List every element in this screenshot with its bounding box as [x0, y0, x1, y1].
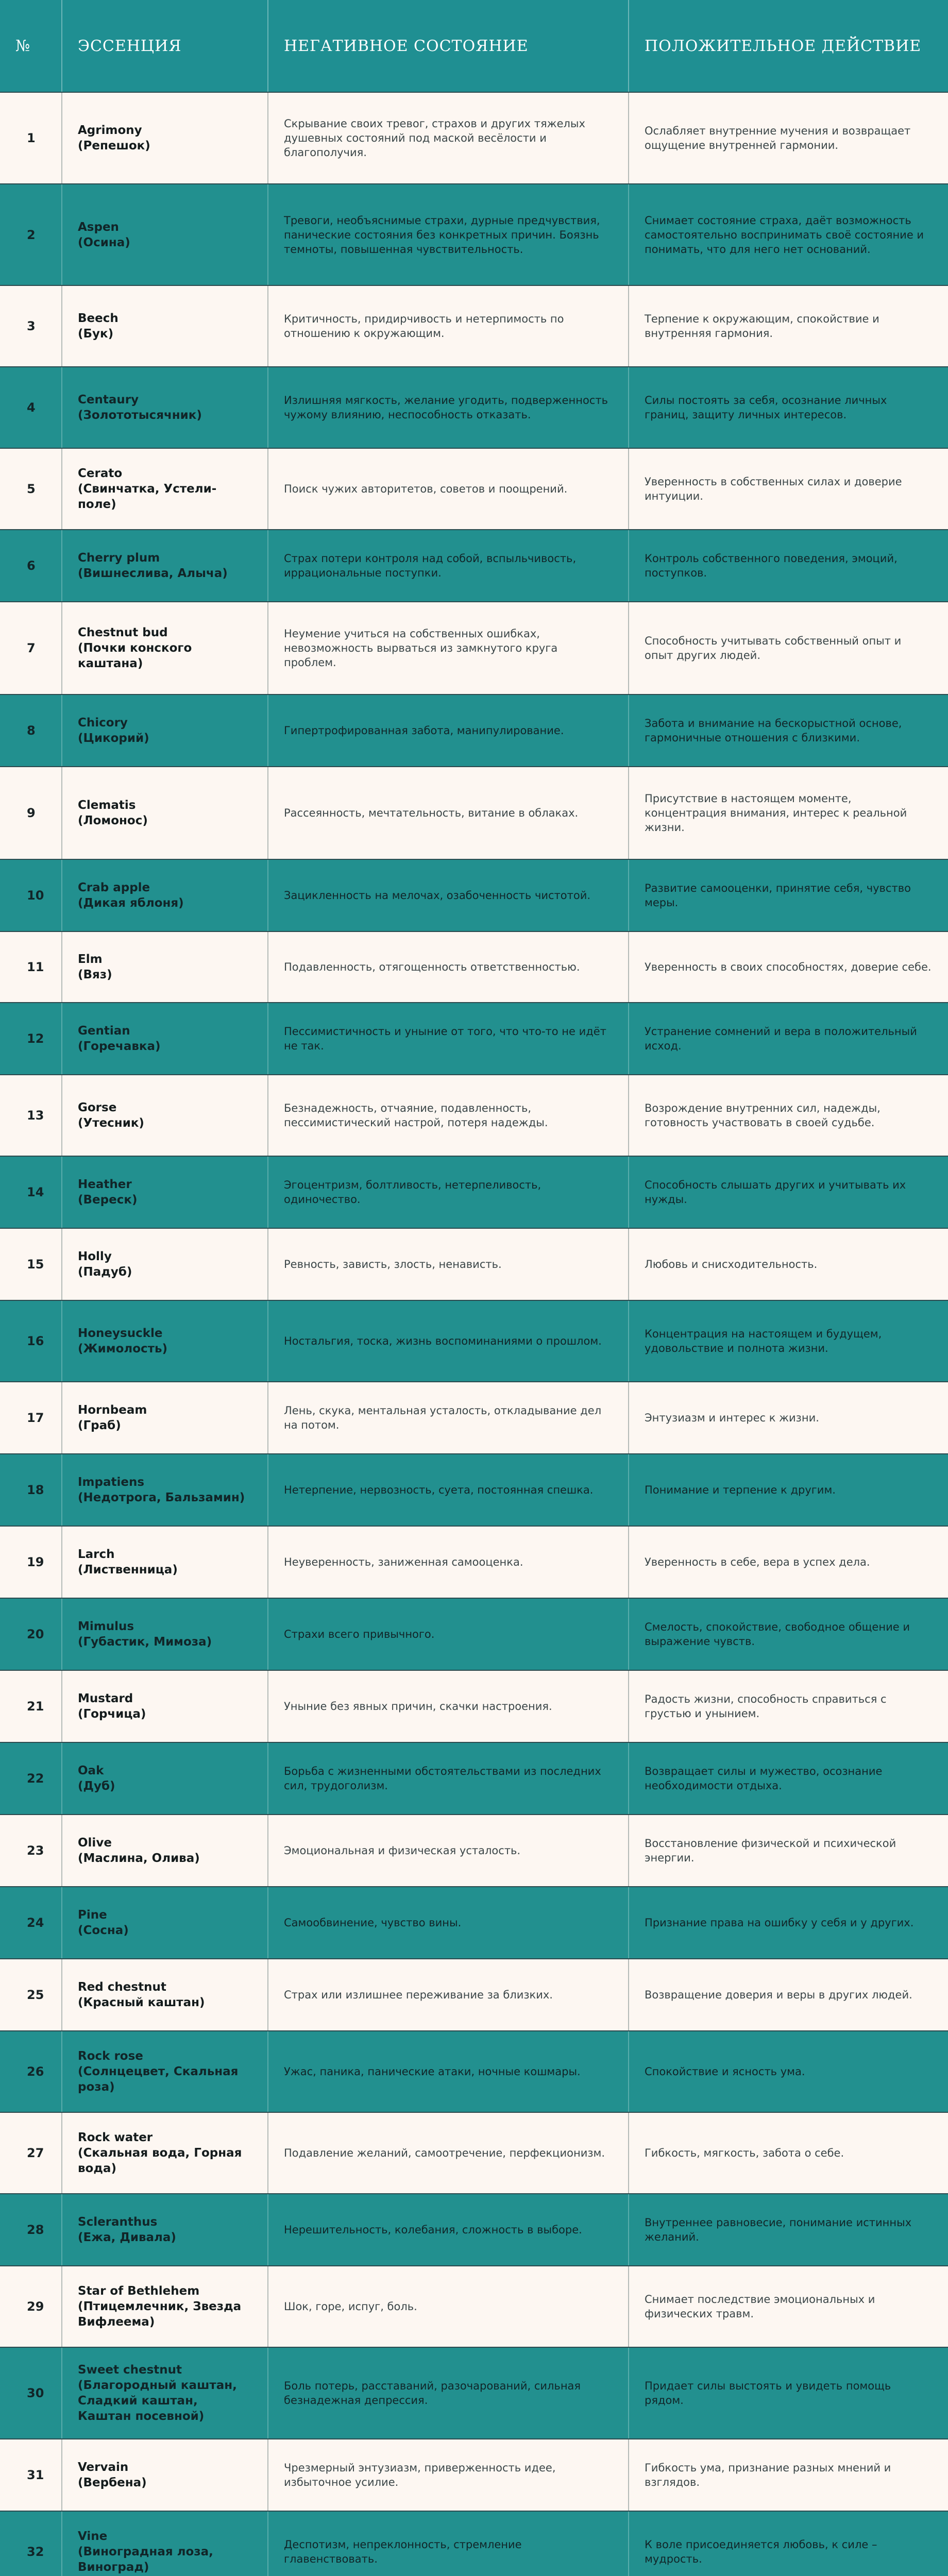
- essence-name-ru: (Красный каштан): [78, 1996, 205, 2009]
- positive-action-cell: Присутствие в настоящем моменте, концентрация внимания, интерес к реальной жизни.: [629, 767, 948, 859]
- table-header-row: [0, 0, 948, 92]
- positive-action-cell: Контроль собственного поведения, эмоций, поступков.: [629, 530, 948, 602]
- row-number: 29: [0, 2266, 62, 2347]
- row-number: 12: [0, 1003, 62, 1075]
- essence-name-en: Sweet chestnut: [78, 2363, 182, 2377]
- negative-state-cell: Страхи всего привычного.: [268, 1598, 629, 1670]
- essence-name-cell: [62, 367, 268, 448]
- essence-name-cell: [62, 2439, 268, 2511]
- negative-state-cell: Деспотизм, непреклонность, стремление главенствовать.: [268, 2511, 629, 2576]
- negative-state-cell: Тревоги, необъяснимые страхи, дурные предчувствия, панические состояния без конкретных причин. Боязнь темноты, повышенная чувствительность.: [268, 184, 629, 285]
- essence-name-cell: [62, 448, 268, 530]
- row-number: 1: [0, 92, 62, 184]
- table-row: [0, 1959, 948, 2031]
- essence-name-cell: [62, 92, 268, 184]
- positive-action-cell: Снимает состояние страха, даёт возможность самостоятельно воспринимать своё состояние и понимать, что для него нет оснований.: [629, 184, 948, 285]
- positive-action-cell: Гибкость ума, признание разных мнений и взглядов.: [629, 2439, 948, 2511]
- essence-name-cell: [62, 1228, 268, 1300]
- essence-name-cell: [62, 1670, 268, 1742]
- positive-action-cell: Признание права на ошибку у себя и у других.: [629, 1887, 948, 1959]
- essence-name-ru: (Горчица): [78, 1707, 146, 1721]
- row-number: 9: [0, 767, 62, 859]
- negative-state-cell: Подавление желаний, самоотречение, перфекционизм.: [268, 2112, 629, 2194]
- row-number: 20: [0, 1598, 62, 1670]
- essence-name-cell: [62, 2347, 268, 2439]
- row-number: 13: [0, 1075, 62, 1156]
- essence-name-en: Heather: [78, 1178, 132, 1191]
- essence-name-cell: [62, 1598, 268, 1670]
- essence-name-en: Rock water: [78, 2131, 153, 2144]
- table-row: [0, 2439, 948, 2511]
- table-row: [0, 1598, 948, 1670]
- positive-action-cell: Терпение к окружающим, спокойствие и внутренняя гармония.: [629, 285, 948, 367]
- row-number: 5: [0, 448, 62, 530]
- essence-name-ru: (Падуб): [78, 1265, 132, 1279]
- row-number: 7: [0, 602, 62, 694]
- table-row: [0, 2194, 948, 2266]
- negative-state-cell: Критичность, придирчивость и нетерпимость по отношению к окружающим.: [268, 285, 629, 367]
- essence-name-en: Mimulus: [78, 1620, 134, 1633]
- essence-name-ru: (Вереск): [78, 1193, 138, 1207]
- negative-state-cell: Нетерпение, нервозность, суета, постоянная спешка.: [268, 1454, 629, 1526]
- essence-name-cell: [62, 1003, 268, 1075]
- table-row: [0, 931, 948, 1003]
- negative-state-cell: Страх или излишнее переживание за близких.: [268, 1959, 629, 2031]
- essence-name-ru: (Птицемлечник, Звезда Вифлеема): [78, 2300, 242, 2329]
- essence-name-en: Mustard: [78, 1692, 133, 1705]
- negative-state-cell: Ужас, паника, панические атаки, ночные кошмары.: [268, 2031, 629, 2112]
- table-row: [0, 1382, 948, 1454]
- negative-state-cell: Ревность, зависть, злость, ненависть.: [268, 1228, 629, 1300]
- header-num: №: [0, 0, 62, 92]
- essence-name-cell: [62, 694, 268, 767]
- negative-state-cell: Неуверенность, заниженная самооценка.: [268, 1526, 629, 1598]
- essence-name-cell: [62, 1742, 268, 1815]
- essence-name-cell: [62, 1526, 268, 1598]
- negative-state-cell: Эмоциональная и физическая усталость.: [268, 1815, 629, 1887]
- essence-name-ru: (Недотрога, Бальзамин): [78, 1491, 245, 1504]
- essence-name-ru: (Свинчатка, Устели-поле): [78, 482, 217, 511]
- essence-name-ru: (Вишнеслива, Алыча): [78, 567, 228, 580]
- table-row: [0, 767, 948, 859]
- negative-state-cell: Борьба с жизненными обстоятельствами из последних сил, трудоголизм.: [268, 1742, 629, 1815]
- row-number: 32: [0, 2511, 62, 2576]
- essence-name-cell: [62, 1075, 268, 1156]
- essence-name-en: Gorse: [78, 1101, 117, 1114]
- table-row: [0, 367, 948, 448]
- essence-name-cell: [62, 1300, 268, 1382]
- table-row: [0, 530, 948, 602]
- positive-action-cell: Уверенность в своих способностях, доверие себе.: [629, 931, 948, 1003]
- essence-name-en: Aspen: [78, 220, 119, 234]
- essence-name-cell: [62, 1454, 268, 1526]
- table-row: [0, 602, 948, 694]
- essence-name-en: Cerato: [78, 467, 123, 480]
- essence-name-en: Impatiens: [78, 1476, 145, 1489]
- essence-name-en: Scleranthus: [78, 2215, 158, 2229]
- row-number: 22: [0, 1742, 62, 1815]
- table-row: [0, 1815, 948, 1887]
- row-number: 26: [0, 2031, 62, 2112]
- essence-name-en: Chestnut bud: [78, 626, 168, 639]
- table-row: [0, 2112, 948, 2194]
- negative-state-cell: Страх потери контроля над собой, вспыльчивость, иррациональные поступки.: [268, 530, 629, 602]
- positive-action-cell: Способность слышать других и учитывать их нужды.: [629, 1156, 948, 1228]
- positive-action-cell: Энтузиазм и интерес к жизни.: [629, 1382, 948, 1454]
- essence-name-en: Cherry plum: [78, 551, 160, 565]
- essence-name-cell: [62, 2266, 268, 2347]
- row-number: 24: [0, 1887, 62, 1959]
- row-number: 15: [0, 1228, 62, 1300]
- table-row: [0, 1454, 948, 1526]
- row-number: 23: [0, 1815, 62, 1887]
- row-number: 30: [0, 2347, 62, 2439]
- essence-name-en: Beech: [78, 312, 118, 325]
- table-row: [0, 1003, 948, 1075]
- positive-action-cell: Уверенность в собственных силах и доверие интуиции.: [629, 448, 948, 530]
- row-number: 3: [0, 285, 62, 367]
- essence-name-en: Pine: [78, 1908, 107, 1922]
- essence-name-ru: (Утесник): [78, 1116, 144, 1130]
- essence-name-cell: [62, 931, 268, 1003]
- essence-name-cell: [62, 1887, 268, 1959]
- negative-state-cell: Шок, горе, испуг, боль.: [268, 2266, 629, 2347]
- positive-action-cell: Понимание и терпение к другим.: [629, 1454, 948, 1526]
- positive-action-cell: Снимает последствие эмоциональных и физических травм.: [629, 2266, 948, 2347]
- row-number: 16: [0, 1300, 62, 1382]
- row-number: 11: [0, 931, 62, 1003]
- essence-name-ru: (Ежа, Дивала): [78, 2231, 176, 2244]
- essence-name-cell: [62, 859, 268, 931]
- essence-name-cell: [62, 2112, 268, 2194]
- negative-state-cell: Уныние без явных причин, скачки настроения.: [268, 1670, 629, 1742]
- essence-name-ru: (Золототысячник): [78, 409, 202, 422]
- row-number: 31: [0, 2439, 62, 2511]
- essence-name-ru: (Жимолость): [78, 1342, 168, 1355]
- table-row: [0, 1156, 948, 1228]
- essence-name-ru: (Репешок): [78, 139, 150, 152]
- row-number: 25: [0, 1959, 62, 2031]
- essence-name-ru: (Горечавка): [78, 1040, 161, 1053]
- positive-action-cell: Возвращает силы и мужество, осознание необходимости отдыха.: [629, 1742, 948, 1815]
- essence-name-cell: [62, 1815, 268, 1887]
- essence-name-ru: (Скальная вода, Горная вода): [78, 2146, 242, 2175]
- row-number: 14: [0, 1156, 62, 1228]
- essence-name-ru: (Ломонос): [78, 814, 148, 827]
- positive-action-cell: К воле присоединяется любовь, к силе – мудрость.: [629, 2511, 948, 2576]
- table-row: [0, 2031, 948, 2112]
- positive-action-cell: Внутреннее равновесие, понимание истинных желаний.: [629, 2194, 948, 2266]
- essence-name-ru: (Дуб): [78, 1780, 115, 1793]
- essence-name-en: Olive: [78, 1836, 112, 1850]
- positive-action-cell: Ослабляет внутренние мучения и возвращает ощущение внутренней гармонии.: [629, 92, 948, 184]
- table-row: [0, 2347, 948, 2439]
- negative-state-cell: Безнадежность, отчаяние, подавленность, пессимистический настрой, потеря надежды.: [268, 1075, 629, 1156]
- essence-name-cell: [62, 2194, 268, 2266]
- row-number: 28: [0, 2194, 62, 2266]
- positive-action-cell: Забота и внимание на бескорыстной основе, гармоничные отношения с близкими.: [629, 694, 948, 767]
- negative-state-cell: Боль потерь, расставаний, разочарований, сильная безнадежная депрессия.: [268, 2347, 629, 2439]
- essence-name-ru: (Лиственница): [78, 1563, 178, 1577]
- positive-action-cell: Смелость, спокойствие, свободное общение и выражение чувств.: [629, 1598, 948, 1670]
- table-row: [0, 2511, 948, 2576]
- table-row: [0, 448, 948, 530]
- essence-name-en: Centaury: [78, 393, 139, 406]
- essence-name-en: Vervain: [78, 2461, 129, 2474]
- essence-name-en: Clematis: [78, 799, 136, 812]
- essence-name-ru: (Бук): [78, 327, 114, 341]
- positive-action-cell: Уверенность в себе, вера в успех дела.: [629, 1526, 948, 1598]
- negative-state-cell: Неумение учиться на собственных ошибках, невозможность вырваться из замкнутого круга проблем.: [268, 602, 629, 694]
- table-row: [0, 2266, 948, 2347]
- essence-name-ru: (Граб): [78, 1419, 121, 1432]
- table-row: [0, 1670, 948, 1742]
- positive-action-cell: Развитие самооценки, принятие себя, чувство меры.: [629, 859, 948, 931]
- positive-action-cell: Спокойствие и ясность ума.: [629, 2031, 948, 2112]
- positive-action-cell: Восстановление физической и психической энергии.: [629, 1815, 948, 1887]
- negative-state-cell: Чрезмерный энтузиазм, приверженность идее, избыточное усилие.: [268, 2439, 629, 2511]
- table-row: [0, 1300, 948, 1382]
- table-row: [0, 1526, 948, 1598]
- essence-name-cell: [62, 2031, 268, 2112]
- table-row: [0, 92, 948, 184]
- row-number: 2: [0, 184, 62, 285]
- positive-action-cell: Устранение сомнений и вера в положительный исход.: [629, 1003, 948, 1075]
- essence-name-ru: (Солнцецвет, Скальная роза): [78, 2065, 239, 2094]
- essence-name-ru: (Вяз): [78, 968, 112, 981]
- essence-name-en: Hornbeam: [78, 1403, 147, 1417]
- essence-name-en: Larch: [78, 1548, 115, 1561]
- essence-name-en: Elm: [78, 953, 103, 966]
- positive-action-cell: Возрождение внутренних сил, надежды, готовность участвовать в своей судьбе.: [629, 1075, 948, 1156]
- essence-name-ru: (Благородный каштан, Сладкий каштан, Каштан посевной): [78, 2379, 237, 2423]
- table-row: [0, 285, 948, 367]
- table-row: [0, 859, 948, 931]
- negative-state-cell: Лень, скука, ментальная усталость, откладывание дел на потом.: [268, 1382, 629, 1454]
- header-negative: НЕГАТИВНОЕ СОСТОЯНИЕ: [268, 0, 629, 92]
- positive-action-cell: Радость жизни, способность справиться с грустью и унынием.: [629, 1670, 948, 1742]
- row-number: 27: [0, 2112, 62, 2194]
- essence-name-cell: [62, 285, 268, 367]
- negative-state-cell: Нерешительность, колебания, сложность в выборе.: [268, 2194, 629, 2266]
- essence-name-en: Holly: [78, 1250, 112, 1263]
- essence-name-en: Crab apple: [78, 881, 150, 894]
- positive-action-cell: Гибкость, мягкость, забота о себе.: [629, 2112, 948, 2194]
- table-row: [0, 1887, 948, 1959]
- header-positive: ПОЛОЖИТЕЛЬНОЕ ДЕЙСТВИЕ: [629, 0, 948, 92]
- table-row: [0, 184, 948, 285]
- positive-action-cell: Любовь и снисходительность.: [629, 1228, 948, 1300]
- table-body: [0, 92, 948, 2576]
- essence-name-ru: (Маслина, Олива): [78, 1852, 200, 1865]
- positive-action-cell: Концентрация на настоящем и будущем, удовольствие и полнота жизни.: [629, 1300, 948, 1382]
- essence-name-en: Star of Bethlehem: [78, 2284, 200, 2298]
- essence-name-ru: (Виноградная лоза, Виноград): [78, 2545, 213, 2574]
- row-number: 4: [0, 367, 62, 448]
- essence-name-ru: (Цикорий): [78, 732, 149, 745]
- table-row: [0, 1228, 948, 1300]
- essence-name-ru: (Губастик, Мимоза): [78, 1635, 212, 1649]
- row-number: 10: [0, 859, 62, 931]
- table-row: [0, 1075, 948, 1156]
- negative-state-cell: Поиск чужих авторитетов, советов и поощрений.: [268, 448, 629, 530]
- negative-state-cell: Эгоцентризм, болтливость, нетерпеливость, одиночество.: [268, 1156, 629, 1228]
- essence-name-ru: (Почки конского каштана): [78, 641, 192, 670]
- essence-name-ru: (Сосна): [78, 1924, 129, 1937]
- positive-action-cell: Возвращение доверия и веры в других людей.: [629, 1959, 948, 2031]
- essence-name-en: Vine: [78, 2530, 108, 2543]
- negative-state-cell: Зацикленность на мелочах, озабоченность чистотой.: [268, 859, 629, 931]
- positive-action-cell: Придает силы выстоять и увидеть помощь рядом.: [629, 2347, 948, 2439]
- essence-name-en: Red chestnut: [78, 1980, 166, 1994]
- essence-name-en: Chicory: [78, 716, 128, 730]
- negative-state-cell: Излишняя мягкость, желание угодить, подверженность чужому влиянию, неспособность отказать.: [268, 367, 629, 448]
- essence-name-ru: (Осина): [78, 235, 130, 249]
- positive-action-cell: Силы постоять за себя, осознание личных границ, защиту личных интересов.: [629, 367, 948, 448]
- essence-name-ru: (Дикая яблоня): [78, 896, 184, 910]
- table-row: [0, 1742, 948, 1815]
- negative-state-cell: Самообвинение, чувство вины.: [268, 1887, 629, 1959]
- negative-state-cell: Пессимистичность и уныние от того, что что-то не идёт не так.: [268, 1003, 629, 1075]
- negative-state-cell: Подавленность, отягощенность ответственностью.: [268, 931, 629, 1003]
- essence-name-en: Gentian: [78, 1024, 130, 1038]
- negative-state-cell: Гипертрофированная забота, манипулирование.: [268, 694, 629, 767]
- positive-action-cell: Способность учитывать собственный опыт и опыт других людей.: [629, 602, 948, 694]
- essence-name-en: Rock rose: [78, 2049, 143, 2063]
- essence-name-cell: [62, 184, 268, 285]
- negative-state-cell: Скрывание своих тревог, страхов и других тяжелых душевных состояний под маской весёлости и благополучия.: [268, 92, 629, 184]
- essence-name-en: Agrimony: [78, 124, 142, 137]
- row-number: 6: [0, 530, 62, 602]
- row-number: 8: [0, 694, 62, 767]
- table-row: [0, 694, 948, 767]
- negative-state-cell: Ностальгия, тоска, жизнь воспоминаниями о прошлом.: [268, 1300, 629, 1382]
- row-number: 17: [0, 1382, 62, 1454]
- essence-name-cell: [62, 602, 268, 694]
- row-number: 21: [0, 1670, 62, 1742]
- essence-name-cell: [62, 2511, 268, 2576]
- header-essence: ЭССЕНЦИЯ: [62, 0, 268, 92]
- essence-name-en: Honeysuckle: [78, 1327, 163, 1340]
- essence-name-cell: [62, 530, 268, 602]
- negative-state-cell: Рассеянность, мечтательность, витание в облаках.: [268, 767, 629, 859]
- essence-name-cell: [62, 1382, 268, 1454]
- row-number: 18: [0, 1454, 62, 1526]
- essence-name-ru: (Вербена): [78, 2476, 147, 2489]
- essence-name-cell: [62, 1959, 268, 2031]
- essence-name-en: Oak: [78, 1764, 104, 1777]
- row-number: 19: [0, 1526, 62, 1598]
- essence-name-cell: [62, 1156, 268, 1228]
- essence-name-cell: [62, 767, 268, 859]
